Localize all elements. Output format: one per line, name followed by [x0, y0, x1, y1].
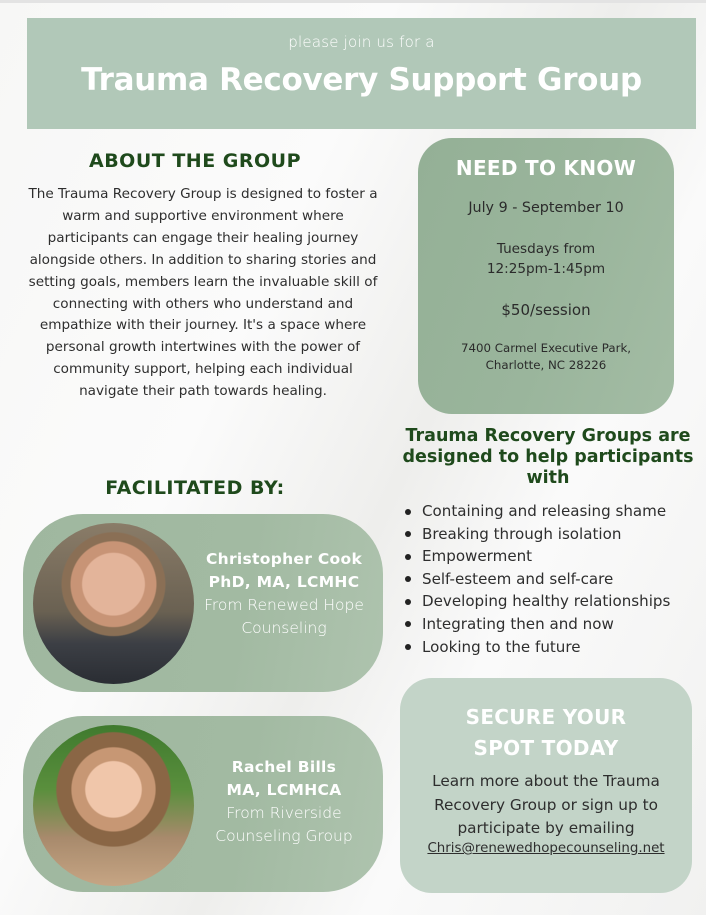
facilitated-by-heading: FACILITATED BY: [105, 477, 285, 499]
facilitator-card-christopher [23, 514, 383, 692]
meeting-day: Tuesdays from [496, 241, 596, 257]
list-item: Containing and releasing shame [402, 500, 706, 523]
price: $50/session [501, 301, 591, 319]
address-street: 7400 Carmel Executive Park, [460, 341, 632, 355]
email-link[interactable]: Chris@renewedhopecounseling.net [427, 841, 665, 856]
address [418, 340, 674, 374]
list-item: Breaking through isolation [402, 523, 706, 546]
bullet-icon [405, 509, 411, 515]
bullet-icon [405, 621, 411, 627]
list-item: Looking to the future [402, 636, 706, 659]
facilitator-credentials: MA, LCMHCA [226, 781, 342, 799]
facilitator-org: From Riverside Counseling Group [215, 804, 353, 845]
list-item: Empowerment [402, 545, 706, 568]
list-item: Integrating then and now [402, 613, 706, 636]
secure-spot-heading: SECURE YOUR SPOT TODAY [465, 705, 627, 760]
benefits-heading: Trauma Recovery Groups are designed to help participants with [402, 426, 694, 488]
top-border [0, 0, 706, 3]
secure-spot-box [400, 678, 692, 893]
benefits-list [402, 500, 706, 658]
meeting-time [418, 239, 674, 279]
bullet-icon [405, 599, 411, 605]
list-item: Developing healthy relationships [402, 590, 706, 613]
bullet-icon [405, 644, 411, 650]
bullet-icon [405, 576, 411, 582]
meeting-hours: 12:25pm-1:45pm [486, 261, 606, 277]
dates: July 9 - September 10 [468, 200, 624, 216]
list-item: Self-esteem and self-care [402, 568, 706, 591]
facilitator-credentials: PhD, MA, LCMHC [208, 573, 360, 591]
about-body: The Trauma Recovery Group is designed to foster a warm and supportive environment where participants can engage their healing journey alongside others. In addition to sharing stories and setting goals, members learn the invaluable skill of connecting with others who understand and empathize with their journey. It's a space where personal growth intertwines with the power of community support, helping each individual navigate their path towards healing. [28, 186, 378, 400]
facilitator-name: Rachel Bills [231, 758, 337, 776]
facilitator-info [193, 756, 375, 848]
facilitator-photo [33, 725, 194, 886]
banner-subtitle: please join us for a [288, 33, 435, 51]
need-to-know-box [418, 138, 674, 414]
facilitator-info [193, 548, 375, 640]
banner-title: Trauma Recovery Support Group [81, 62, 642, 98]
about-heading: ABOUT THE GROUP [88, 150, 302, 172]
facilitator-photo [33, 523, 194, 684]
need-to-know-heading: NEED TO KNOW [455, 156, 637, 180]
facilitator-org: From Renewed Hope Counseling [204, 596, 364, 637]
address-city: Charlotte, NC 28226 [485, 358, 607, 372]
bullet-icon [405, 554, 411, 560]
secure-spot-body: Learn more about the Trauma Recovery Group or sign up to participate by emailing [432, 772, 660, 837]
facilitator-name: Christopher Cook [205, 550, 363, 568]
bullet-icon [405, 531, 411, 537]
facilitator-card-rachel [23, 716, 383, 892]
header-banner [27, 18, 696, 129]
